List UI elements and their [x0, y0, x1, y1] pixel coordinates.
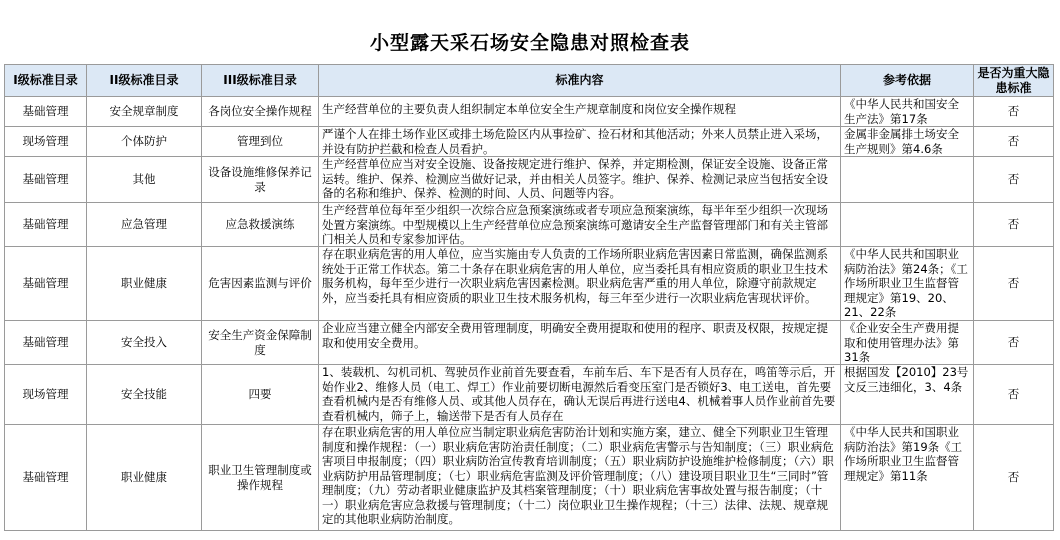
cell-reference: 《企业安全生产费用提取和使用管理办法》第31条: [844, 321, 959, 364]
cell-level2: 个体防护: [87, 127, 202, 157]
header-content: 标准内容: [319, 65, 841, 97]
cell-content: 1、装载机、勾机司机、驾驶员作业前首先要查看，车前车后、车下是否有人员存在，鸣笛等示后，开始作业2、维修人员（电工、焊工）作业前要切断电源然后看变压室门是否锁好3、电工送电，首先要查看机械内是否有维修人员、或其他人员存在，确认无误后再进行送电4、机械着事人员作业前首先要查看机械内，筛子上，输送带下是否有人员存在: [322, 365, 836, 423]
cell-content: 生产经营单位每年至少组织一次综合应急预案演练或者专项应急预案演练，每半年至少组织一次现场处置方案演练。中型规模以上生产经营单位应急预案演练可邀请安全生产监督管理部门和有关主管部门相关人员和专家参加评估。: [322, 203, 828, 246]
cell-reference: 《中华人民共和国职业病防治法》第19条《工作场所职业卫生监督管理规定》第11条: [844, 425, 963, 483]
cell-level2: 安全规章制度: [87, 97, 202, 127]
cell-major: 否: [974, 157, 1054, 203]
cell-level3: 四要: [202, 365, 319, 425]
table-row: [5, 247, 1054, 321]
cell-reference: 《中华人民共和国职业病防治法》第24条；《工作场所职业卫生监督管理规定》第19、20、21、22条: [844, 247, 968, 319]
cell-level1: 基础管理: [5, 97, 87, 127]
cell-level2: 其他: [87, 157, 202, 203]
cell-major: 否: [974, 365, 1054, 425]
header-level2: II级标准目录: [87, 65, 202, 97]
header-level1: I级标准目录: [5, 65, 87, 97]
cell-level1: 现场管理: [5, 127, 87, 157]
cell-level3: 危害因素监测与评价: [202, 247, 319, 321]
cell-level1: 基础管理: [5, 203, 87, 247]
cell-major: 否: [974, 321, 1054, 365]
cell-reference: 根据国发【2010】23号文反三违细化，3、4条: [844, 365, 969, 394]
cell-major: 否: [974, 97, 1054, 127]
cell-level1: 基础管理: [5, 321, 87, 365]
table-row: [5, 203, 1054, 247]
header-level3: III级标准目录: [202, 65, 319, 97]
table-row: [5, 425, 1054, 531]
cell-level3: 安全生产资金保障制度: [202, 321, 319, 365]
table-row: [5, 365, 1054, 425]
cell-level3: 设备设施维修保养记录: [202, 157, 319, 203]
cell-content: 存在职业病危害的用人单位应当制定职业病危害防治计划和实施方案，建立、健全下列职业卫生管理制度和操作规程：（一）职业病危害防治责任制度；（二）职业病危害警示与告知制度；（三）职业病危害项目申报制度；（四）职业病防治宣传教育培训制度；（五）职业病防护设施维护检修制度；（六）职业病防护用品管理制度；（七）职业病危害监测及评价管理制度；（八）建设项目职业卫生“三同时”管理制度；（九）劳动者职业健康监护及其档案管理制度；（十）职业病危害事故处置与报告制度；（十一）职业病危害应急救援与管理制度；（十二）岗位职业卫生操作规程；（十三）法律、法规、规章规定的其他职业病防治制度。: [322, 425, 834, 526]
cell-reference: 《中华人民共和国安全生产法》第17条: [844, 97, 959, 126]
cell-content: 企业应当建立健全内部安全费用管理制度，明确安全费用提取和使用的程序、职责及权限，按规定提取和使用安全费用。: [322, 321, 828, 350]
table-row: [5, 127, 1054, 157]
cell-content: 严谨个人在排土场作业区或排土场危险区内从事捡矿、捡石材和其他活动；外来人员禁止进入采场，并设有防护拦截和检查人员看护。: [322, 127, 828, 156]
cell-level2: 安全技能: [87, 365, 202, 425]
header-reference: 参考依据: [841, 65, 974, 97]
checklist-table: [4, 64, 1054, 531]
table-row: [5, 321, 1054, 365]
cell-major: 否: [974, 203, 1054, 247]
cell-level3: 管理到位: [202, 127, 319, 157]
cell-level2: 职业健康: [87, 247, 202, 321]
cell-level3: 各岗位安全操作规程: [202, 97, 319, 127]
table-row: [5, 157, 1054, 203]
page-title: 小型露天采石场安全隐患对照检查表: [369, 32, 690, 54]
cell-level2: 安全投入: [87, 321, 202, 365]
table-header-row: [5, 65, 1054, 97]
cell-reference: 金属非金属排土场安全生产规则》第4.6条: [844, 127, 959, 156]
header-major-hazard: 是否为重大隐患标准: [974, 65, 1054, 97]
cell-major: 否: [974, 127, 1054, 157]
cell-level3: 应急救援演练: [202, 203, 319, 247]
cell-content: 生产经营单位应当对安全设施、设备按规定进行维护、保养，并定期检测，保证安全设施、设备正常运转。维护、保养、检测应当做好记录，并由相关人员签字。维护、保养、检测记录应当包括安全设备的名称和维护、保养、检测的时间、人员、问题等内容。: [322, 157, 828, 200]
cell-level1: 基础管理: [5, 157, 87, 203]
cell-level1: 现场管理: [5, 365, 87, 425]
cell-reference: [841, 157, 973, 202]
cell-major: 否: [974, 425, 1054, 531]
cell-content: 存在职业病危害的用人单位，应当实施由专人负责的工作场所职业病危害因素日常监测，确保监测系统处于正常工作状态。第二十条存在职业病危害的用人单位，应当委托具有相应资质的职业卫生技术服务机构，每年至少进行一次职业病危害因素检测。职业病危害严重的用人单位，除遵守前款规定外，应当委托具有相应资质的职业卫生技术服务机构，每三年至少进行一次职业病危害现状评价。: [322, 247, 828, 305]
cell-major: 否: [974, 247, 1054, 321]
cell-level1: 基础管理: [5, 425, 87, 531]
table-row: [5, 97, 1054, 127]
cell-level1: 基础管理: [5, 247, 87, 321]
cell-content: 生产经营单位的主要负责人组织制定本单位安全生产规章制度和岗位安全操作规程: [322, 102, 736, 116]
cell-level2: 应急管理: [87, 203, 202, 247]
cell-level3: 职业卫生管理制度或操作规程: [202, 425, 319, 531]
cell-reference: [841, 203, 973, 246]
cell-level2: 职业健康: [87, 425, 202, 531]
